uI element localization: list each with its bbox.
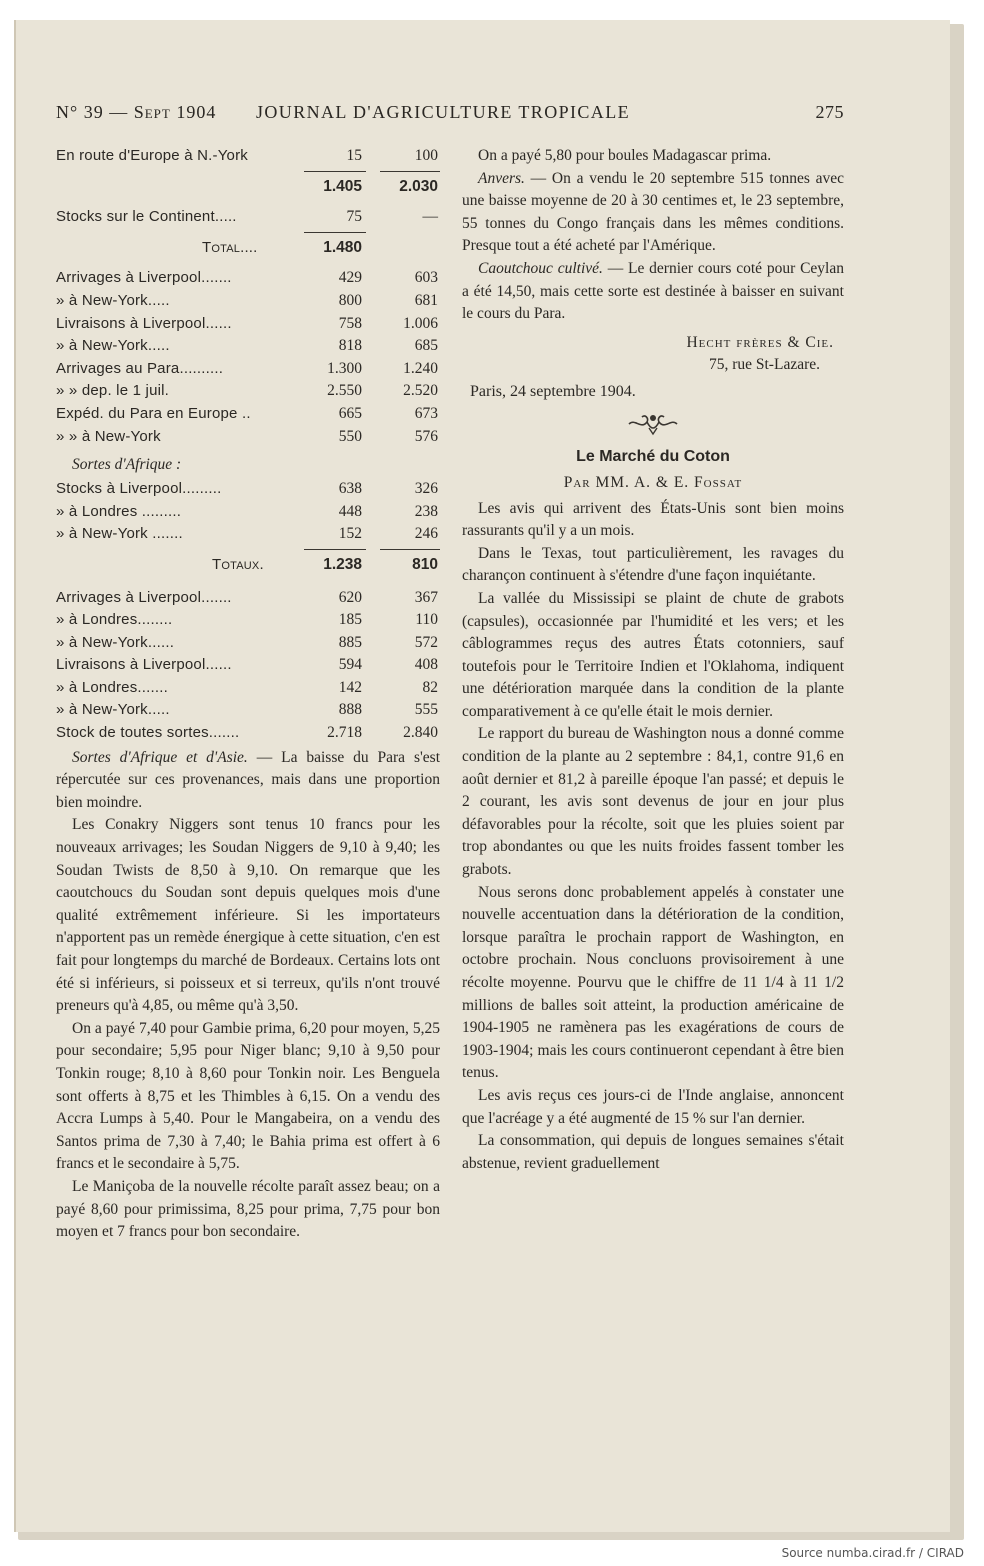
paragraph: Le rapport du bureau de Washington nous a donné comme condition de la plante au 2 septembre : 84,1, contre 91,6 en août dernier et 81,2 à pareille époque l'an passé; et depuis le 2 courant, les avis sont devenus de jour en jour plus défavorables pour la récolte, soit que les pluies soient par trop abondantes ou que les nuits froides fassent tomber les grabots. xyxy=(462,725,844,879)
row-label: Arrivages à Liverpool....... xyxy=(56,269,232,287)
paragraph: On a payé 7,40 pour Gambie prima, 6,20 pour moyen, 5,25 pour secondaire; 5,95 pour Niger blanc; 9,10 à 9,50 pour Tonkin rouge; 8,10 à 8,60 pour Tonkin noir. Les Benguela sont offerts à 8,75 et les Thimbles à 6,15. On a vendu des Accra Lumps à 5,40. Pour le Mangabeira, on a vendu des Santos prima de 7,30 à 7,40; le Bahia prima est offert à 6 francs et le secondaire à 5,75. xyxy=(56,1019,440,1173)
value-1904: 758 xyxy=(338,314,362,332)
paragraph xyxy=(462,168,844,258)
row-label: Livraisons à Liverpool...... xyxy=(56,656,232,674)
value-1904: 75 xyxy=(346,208,362,226)
row-label: En route d'Europe à N.-York xyxy=(56,147,248,164)
row-label: » à Londres....... xyxy=(56,678,168,696)
table-group-e xyxy=(56,587,440,745)
value-1904: 185 xyxy=(338,611,362,629)
value-1903: 576 xyxy=(414,427,438,445)
table-row xyxy=(56,478,440,501)
total-1904: 1.480 xyxy=(323,238,362,256)
source-credit: Source numba.cirad.fr / CIRAD xyxy=(781,1546,964,1560)
value-1904: 448 xyxy=(338,502,362,520)
value-1904: 429 xyxy=(338,269,362,287)
table-row xyxy=(56,587,440,610)
table-row xyxy=(56,677,440,700)
value-1904: 665 xyxy=(338,404,362,422)
table-row xyxy=(56,501,440,524)
table-row xyxy=(56,358,440,381)
row-label: Arrivages au Para.......... xyxy=(56,359,224,377)
table-group-c xyxy=(56,267,440,448)
table-row xyxy=(56,145,440,168)
paragraph: Les avis qui arrivent des États-Unis sont bien moins rassurants qu'il y a un mois. xyxy=(462,499,844,540)
row-label: » » dep. le 1 juil. xyxy=(56,382,170,400)
paragraph: Dans le Texas, tout particulièrement, les ravages du charançon continuent à s'étendre d'une façon inquiétante. xyxy=(462,544,844,585)
paragraph xyxy=(56,747,440,815)
value-1904: 142 xyxy=(338,678,362,696)
table-row xyxy=(56,290,440,313)
table-row xyxy=(56,380,440,403)
dateline: Paris, 24 septembre 1904. xyxy=(470,382,636,400)
row-label: » à Londres ......... xyxy=(56,502,182,520)
value-1903: 2.840 xyxy=(403,724,438,742)
signature-address: 75, rue St-Lazare. xyxy=(708,356,820,374)
paragraph-text: — La baisse du Para s'est répercutée sur ces provenances, mais dans une proportion bien moindre. xyxy=(56,748,440,811)
table-group-a xyxy=(56,145,440,168)
table-row xyxy=(56,699,440,722)
value-1903: 603 xyxy=(414,269,438,287)
paragraph: Le Maniçoba de la nouvelle récolte paraît assez beau; on a payé 8,60 pour primissima, 8,25 pour prima, 7,75 pour bon moyen et 7 francs pour bon secondaire. xyxy=(56,1177,440,1241)
value-1903: 110 xyxy=(415,611,438,629)
paragraph-text: — Le dernier cours coté pour Ceylan a été 14,50, mais cette sorte est destinée à baisser en suivant le cours du Para. xyxy=(462,259,844,323)
value-1904: 550 xyxy=(338,427,362,445)
subtotal-row xyxy=(56,176,440,199)
paragraph-lead: Caoutchouc cultivé. xyxy=(478,259,603,277)
paragraph: Les avis reçus ces jours-ci de l'Inde anglaise, annoncent que l'acréage y a été augmenté de 15 % sur l'an dernier. xyxy=(462,1086,844,1127)
value-1904: 885 xyxy=(338,633,362,651)
table-row xyxy=(56,609,440,632)
totals-1903: 810 xyxy=(412,555,438,573)
table-group-d xyxy=(56,478,440,546)
value-1903: 572 xyxy=(414,633,438,651)
row-label: » à New-York ....... xyxy=(56,525,183,543)
table-row xyxy=(56,335,440,358)
totals-label: Totaux. xyxy=(212,555,264,573)
value-1904: 638 xyxy=(338,480,362,498)
row-label: Stock de toutes sortes....... xyxy=(56,724,240,742)
value-1904: 1.300 xyxy=(327,359,362,377)
value-1903: 326 xyxy=(414,480,438,498)
row-label: » à New-York..... xyxy=(56,291,170,309)
row-label: Expéd. du Para en Europe .. xyxy=(56,404,251,422)
table-row xyxy=(56,267,440,290)
signature-name: Hecht frères & Cie. xyxy=(686,333,834,351)
page-number: 275 xyxy=(815,102,844,122)
section-heading: Sortes d'Afrique : xyxy=(72,456,182,474)
table-row xyxy=(56,722,440,745)
row-label: Livraisons à Liverpool...... xyxy=(56,314,232,332)
right-column xyxy=(462,145,844,1175)
running-header xyxy=(56,102,844,126)
value-1903: 681 xyxy=(414,291,438,309)
row-label: » à New-York...... xyxy=(56,633,175,651)
paragraph-lead: Anvers. xyxy=(478,169,525,187)
value-1903: 367 xyxy=(414,588,438,606)
totals-1904: 1.238 xyxy=(323,555,362,573)
issue-label: N° 39 — Sept 1904 xyxy=(56,102,217,122)
value-1903: 555 xyxy=(414,701,438,719)
sum-rule xyxy=(56,229,440,237)
value-1904: 818 xyxy=(338,337,362,355)
row-label: » à Londres........ xyxy=(56,611,173,629)
row-label: Stocks sur le Continent..... xyxy=(56,208,237,226)
value-1904: 152 xyxy=(338,525,362,543)
total-row xyxy=(56,237,440,260)
value-1903: 408 xyxy=(414,656,438,674)
value-1904: 2.550 xyxy=(327,382,362,400)
value-1904: 888 xyxy=(338,701,362,719)
total-label: Total.... xyxy=(202,238,258,256)
table-row xyxy=(56,632,440,655)
sum-rule xyxy=(56,168,440,176)
paragraph-lead: Sortes d'Afrique et d'Asie. xyxy=(72,748,248,766)
value-1903: — xyxy=(422,208,438,226)
journal-title: JOURNAL D'AGRICULTURE TROPICALE xyxy=(256,102,630,122)
table-row xyxy=(56,654,440,677)
value-1903: 82 xyxy=(422,678,438,696)
sum-rule xyxy=(56,546,440,554)
article-title: Le Marché du Coton xyxy=(576,447,730,465)
totals-row xyxy=(56,554,440,577)
paragraph: La consommation, qui depuis de longues semaines s'était abstenue, revient graduellement xyxy=(462,1132,844,1172)
value-1903: 1.240 xyxy=(403,359,438,377)
paragraph: La vallée du Mississipi se plaint de chute de grabots (capsules), occasionnée par l'humidité et les vers; et les câblogrammes reçus des autres États cotonniers, sauf toutefois pour le Territoire Indien et l'Oklahoma, indiquent une détérioration marquée dans la condition de la plante comparativement à ce qu'elle était le mois dernier. xyxy=(462,589,844,720)
table-row xyxy=(56,426,440,449)
table-row xyxy=(56,206,440,229)
subtotal-1903: 2.030 xyxy=(399,177,438,195)
table-row xyxy=(56,403,440,426)
paragraph: Nous serons donc probablement appelés à constater une nouvelle accentuation dans la détérioration de la condition, lorsque paraîtra le prochain rapport de Washington, en octobre prochain. Nous concluons provisoirement à une récolte moyenne. Pourvu que le chiffre de 11 1/4 à 11 1/2 millions de balles soit atteint, la production américaine de 1904-1905 ne ramènera pas les exagérations de cours de 1903-1904; mais les cours continueront cependant à être bien tenus. xyxy=(462,883,844,1082)
value-1903: 2.520 xyxy=(403,382,438,400)
value-1903: 238 xyxy=(414,502,438,520)
left-column xyxy=(56,145,440,1244)
value-1904: 2.718 xyxy=(327,724,362,742)
value-1904: 620 xyxy=(338,588,362,606)
paragraph: On a payé 5,80 pour boules Madagascar prima. xyxy=(478,147,772,164)
row-label: Arrivages à Liverpool....... xyxy=(56,588,232,606)
paragraph-text: — On a vendu le 20 septembre 515 tonnes avec une baisse moyenne de 20 à 30 centimes et, le 23 septembre, 55 tonnes du Congo français dans les mêmes conditions. Presque tout a été acheté par l'Amérique. xyxy=(462,169,844,255)
value-1904: 594 xyxy=(338,656,362,674)
value-1903: 100 xyxy=(414,147,438,164)
value-1904: 800 xyxy=(338,291,362,309)
value-1903: 685 xyxy=(414,337,438,355)
value-1903: 673 xyxy=(414,404,438,422)
fleuron-ornament-icon xyxy=(625,408,681,436)
value-1904: 15 xyxy=(346,147,362,164)
row-label: » » à New-York xyxy=(56,427,161,445)
paragraph: Les Conakry Niggers sont tenus 10 francs pour les nouveaux arrivages; les Soudan Niggers de 9,10 à 9,40; les Soudan Twists de 8,50 à 9,10. On remarque que les caoutchoucs du Soudan sont depuis quelques mois d'une qualité extrêmement inférieure. Si les importateurs n'apportent pas un remède énergique à cette situation, c'en est fait pour longtemps du marché de Bordeaux. Certains lots ont été si inférieurs, si poisseux et si terreux, qu'ils n'ont trouvé preneurs qu'à 4,85, ou même qu'à 3,50. xyxy=(56,816,440,1015)
article-byline: Par MM. A. & E. Fossat xyxy=(563,473,743,491)
paragraph xyxy=(462,258,844,326)
row-label: Stocks à Liverpool......... xyxy=(56,480,222,498)
row-label: » à New-York..... xyxy=(56,337,170,355)
row-label: » à New-York..... xyxy=(56,701,170,719)
value-1903: 246 xyxy=(414,525,438,543)
table-row xyxy=(56,313,440,336)
subtotal-1904: 1.405 xyxy=(323,177,362,195)
value-1903: 1.006 xyxy=(403,314,438,332)
table-row xyxy=(56,523,440,546)
